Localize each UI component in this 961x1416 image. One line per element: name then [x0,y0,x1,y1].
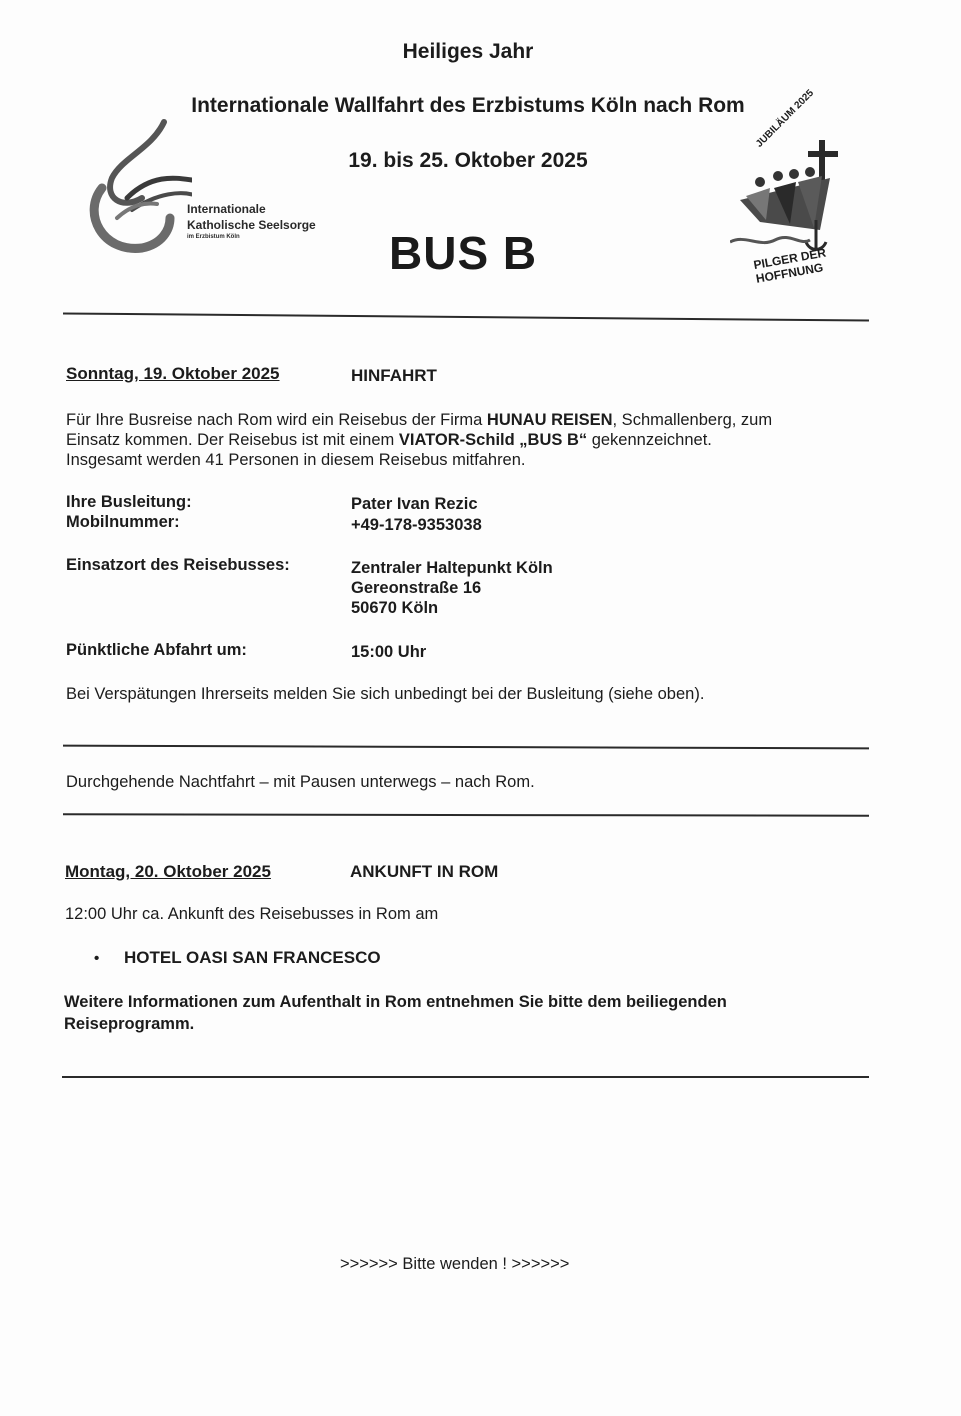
section2-date: Montag, 20. Oktober 2025 [65,862,271,881]
einsatzort-line2: Gereonstraße 16 [351,579,482,597]
value-busleitung: Pater Ivan Rezic [351,495,478,513]
header-title: Heiliges Jahr [402,40,534,63]
logo-name-line1: Internationale [187,202,266,216]
jubilee-text-bottom: PILGER DER HOFFNUNG [752,245,828,286]
header-subtitle: Internationale Wallfahrt des Erzbistums Köln nach Rom [191,94,745,117]
section1-title: HINFAHRT [351,366,437,385]
einsatzort-line3: 50670 Köln [351,599,439,617]
info-line2: Reiseprogramm. [64,1015,195,1033]
footer-note: >>>>>> Bitte wenden ! >>>>>> [340,1255,570,1273]
einsatzort-line1: Zentraler Haltepunkt Köln [351,559,553,577]
info-line1: Weitere Informationen zum Aufenthalt in Rom entnehmen Sie bitte dem beiliegenden [64,993,727,1011]
divider-top [63,312,869,321]
value-mobilnummer: +49-178-9353038 [351,516,482,534]
logo-name-line3: im Erzbistum Köln [187,234,240,240]
delay-note: Bei Verspätungen Ihrerseits melden Sie sich unbedingt bei der Busleitung (siehe oben). [66,685,705,703]
paragraph-line3: Insgesamt werden 41 Personen in diesem Reisebus mitfahren. [66,451,526,469]
label-busleitung: Ihre Busleitung: [66,493,192,511]
divider-middle2 [63,813,869,816]
logo-name-line2: Katholische Seelsorge [187,218,316,232]
label-einsatzort: Einsatzort des Reisebusses: [66,556,290,574]
arrival-text: 12:00 Uhr ca. Ankunft des Reisebusses in Rom am [65,905,439,923]
hotel-list [94,948,381,968]
jubilaeum-logo [730,87,870,286]
flame-logo-icon [82,118,192,258]
jubilee-text-top: JUBILÄUM 2025 [754,87,817,150]
section2-title: ANKUNFT IN ROM [350,862,499,881]
header-dates: 19. bis 25. Oktober 2025 [348,149,588,172]
divider-middle1 [63,745,869,750]
seelsorge-logo [82,118,332,258]
section1-paragraph [66,410,866,470]
night-travel-note: Durchgehende Nachtfahrt – mit Pausen unterwegs – nach Rom. [66,773,535,791]
paragraph-line1: Für Ihre Busreise nach Rom wird ein Reisebus der Firma HUNAU REISEN, Schmallenberg, zum [66,411,773,429]
paragraph-line2: Einsatz kommen. Der Reisebus ist mit einem VIATOR-Schild „BUS B“ gekennzeichnet. [66,431,712,449]
label-abfahrt: Pünktliche Abfahrt um: [66,641,247,659]
hotel-item: • HOTEL OASI SAN FRANCESCO [94,948,381,968]
section1-date: Sonntag, 19. Oktober 2025 [66,364,280,383]
divider-bottom [62,1076,869,1078]
label-mobilnummer: Mobilnummer: [66,513,180,531]
value-abfahrt: 15:00 Uhr [351,643,427,661]
bus-label: BUS B [389,227,538,279]
